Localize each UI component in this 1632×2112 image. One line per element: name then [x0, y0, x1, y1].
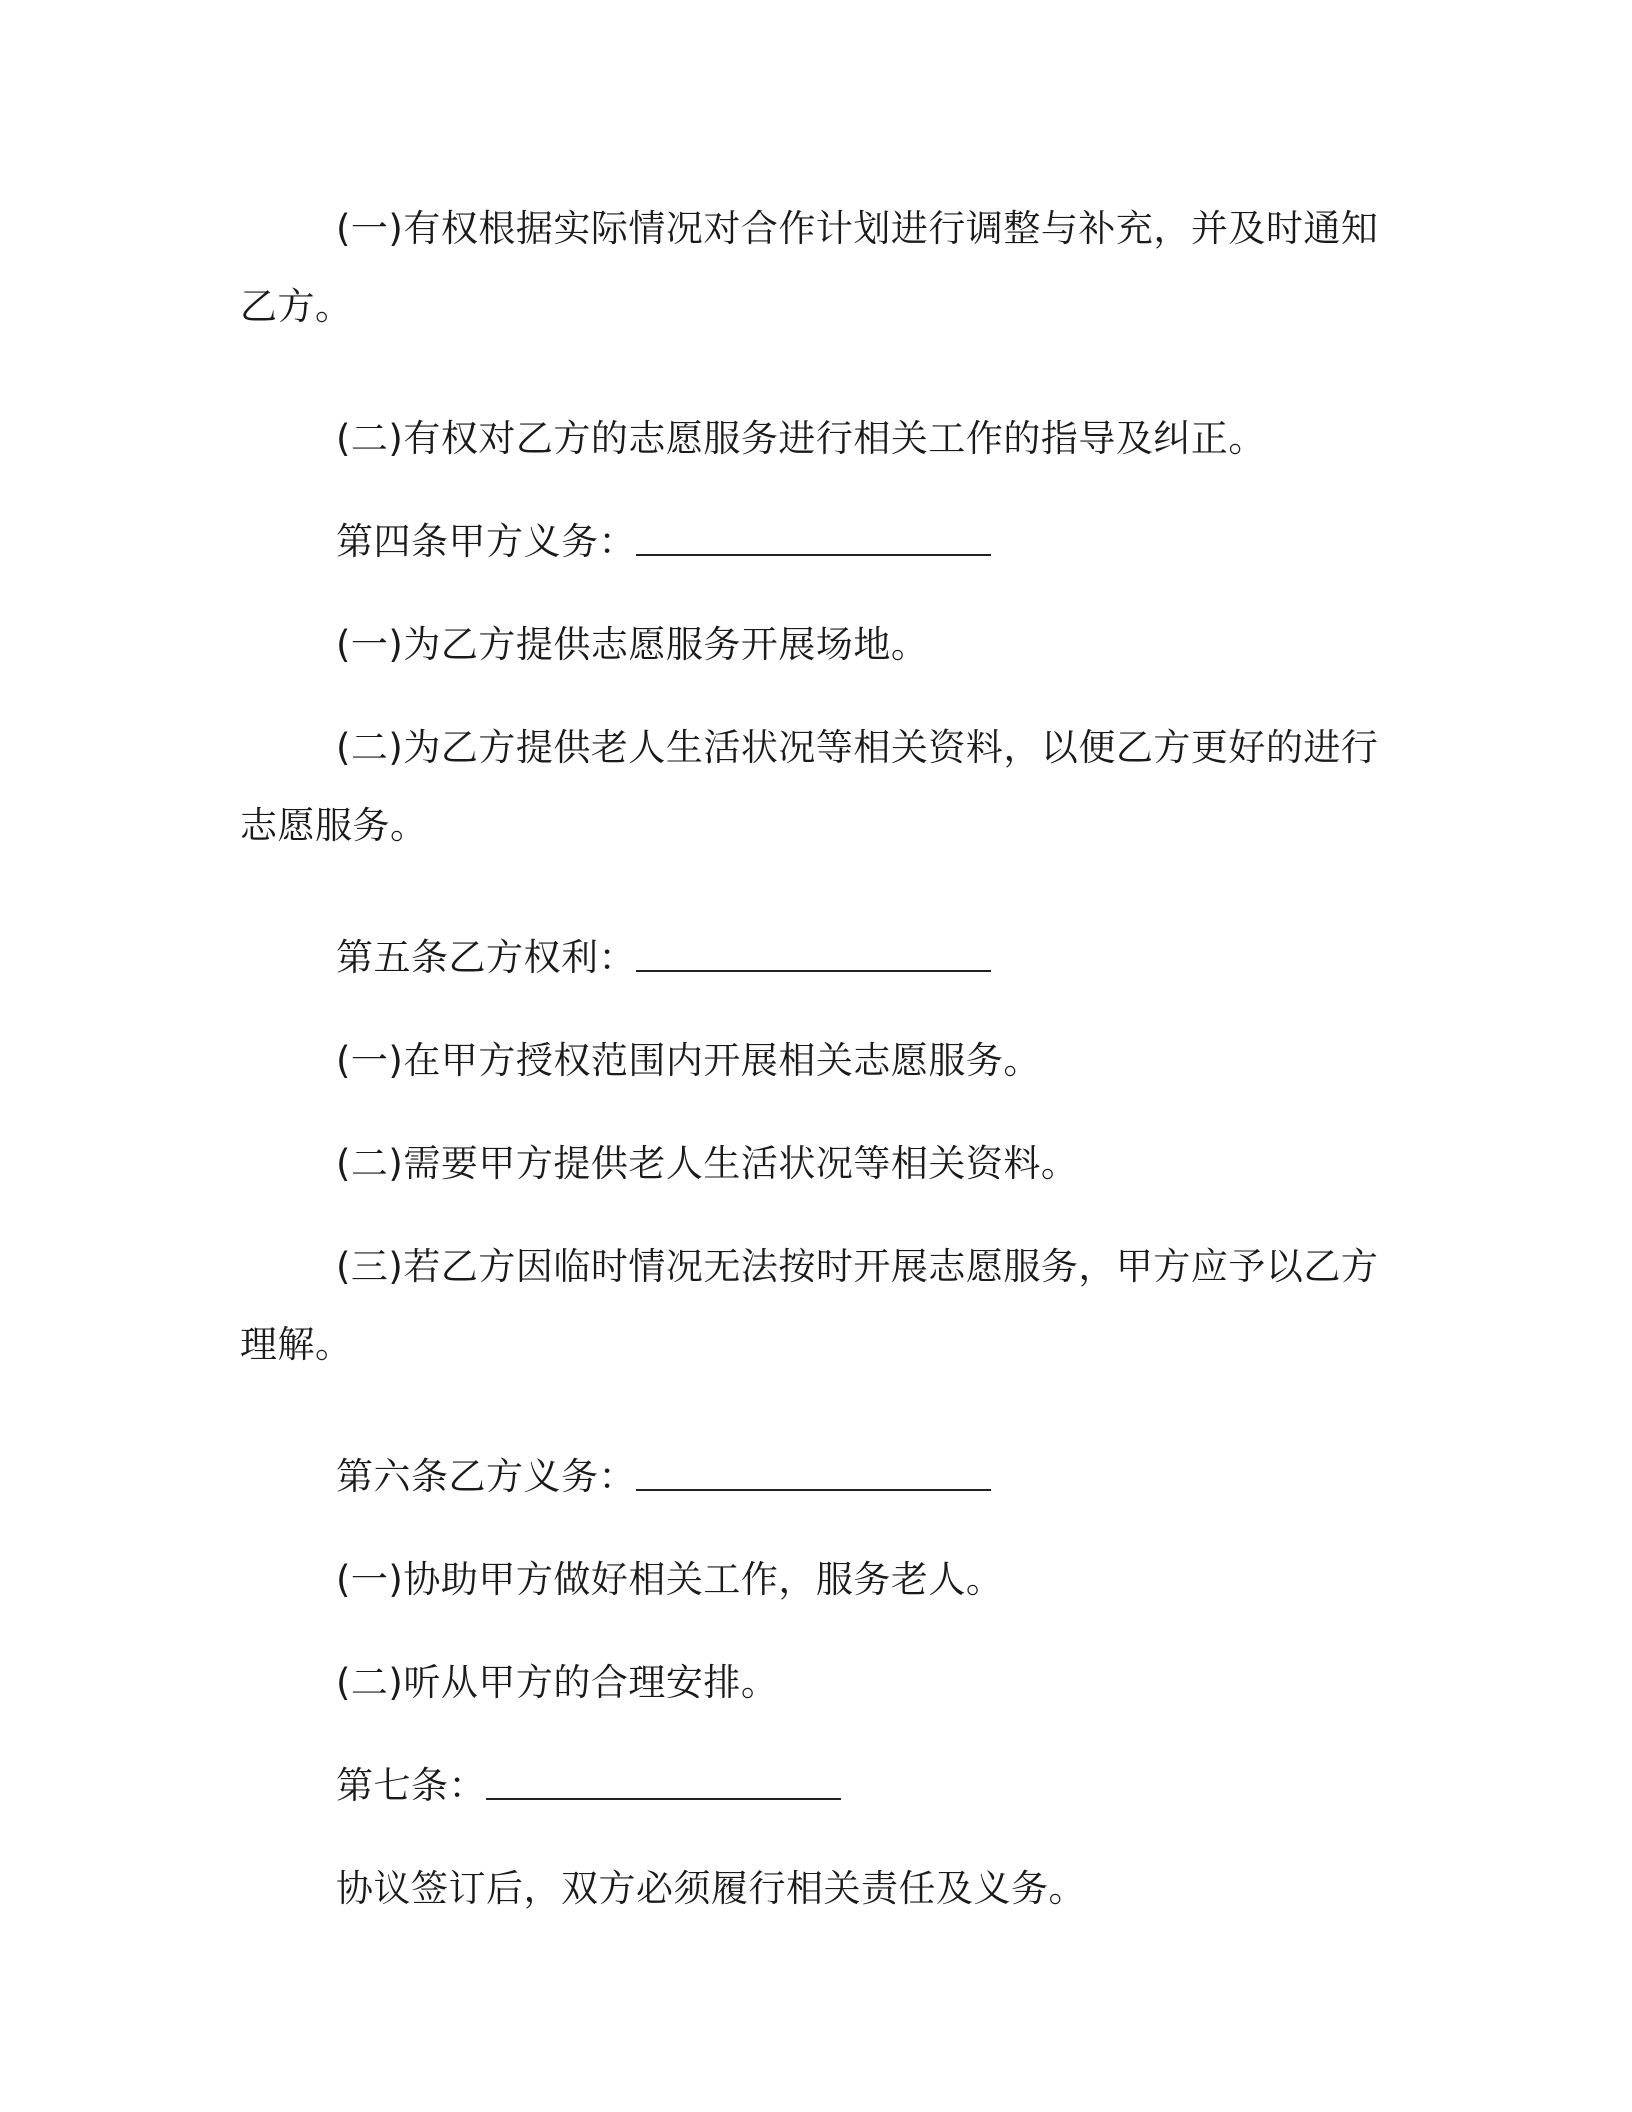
document-body — [240, 190, 1380, 1953]
fill-in-blank — [636, 1459, 991, 1491]
article-heading-text: 第六条乙方义务： — [336, 1455, 636, 1498]
clause-text: 协议签订后，双方必须履行相关责任及义务。 — [336, 1867, 1086, 1910]
clause-text: (一)协助甲方做好相关工作，服务老人。 — [336, 1558, 1004, 1601]
article-heading-6 — [240, 1438, 1380, 1516]
fill-in-blank — [636, 940, 991, 972]
article-heading-5 — [240, 919, 1380, 997]
article-heading-text: 第四条甲方义务： — [336, 520, 636, 563]
clause-text: (二)为乙方提供老人生活状况等相关资料，以便乙方更好的进行志愿服务。 — [240, 726, 1379, 847]
clause-text: (一)在甲方授权范围内开展相关志愿服务。 — [336, 1039, 1041, 1082]
fill-in-blank — [486, 1768, 841, 1800]
article-heading-4 — [240, 503, 1380, 581]
clause-text: (一)为乙方提供志愿服务开展场地。 — [336, 623, 929, 666]
clause-text: (二)需要甲方提供老人生活状况等相关资料。 — [336, 1142, 1079, 1185]
article-heading-text: 第五条乙方权利： — [336, 936, 636, 979]
clause-text: (一)有权根据实际情况对合作计划进行调整与补充，并及时通知乙方。 — [240, 207, 1379, 328]
clause-text: (二)听从甲方的合理安排。 — [336, 1661, 779, 1704]
clause-text: (三)若乙方因临时情况无法按时开展志愿服务，甲方应予以乙方理解。 — [240, 1245, 1379, 1366]
clause-text: (二)有权对乙方的志愿服务进行相关工作的指导及纠正。 — [336, 417, 1266, 460]
fill-in-blank — [636, 524, 991, 556]
article-heading-text: 第七条： — [336, 1764, 486, 1807]
article-heading-7 — [240, 1747, 1380, 1825]
